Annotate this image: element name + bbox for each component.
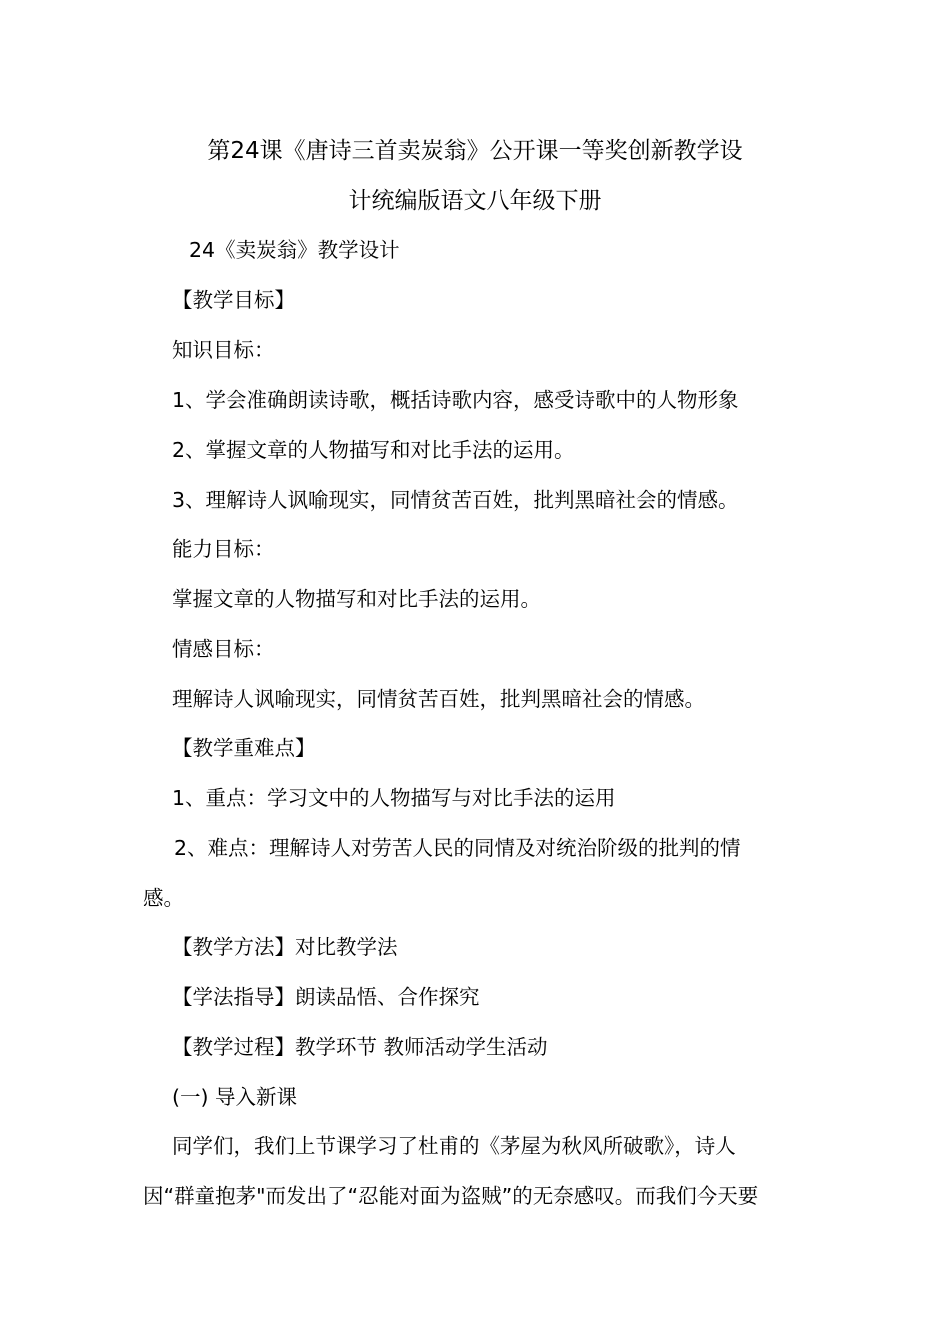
document-subtitle: 24《卖炭翁》教学设计 xyxy=(189,238,400,262)
key-point-2-line-1: 2、难点：理解诗人对劳苦人民的同情及对统治阶级的批判的情 xyxy=(174,836,741,860)
ability-goal-label: 能力目标： xyxy=(172,537,275,561)
emotion-goal-text: 理解诗人讽喻现实，同情贫苦百姓，批判黑暗社会的情感。 xyxy=(172,687,705,711)
knowledge-goal-item: 1、学会准确朗读诗歌，概括诗歌内容，感受诗歌中的人物形象 xyxy=(172,388,739,412)
knowledge-goal-label: 知识目标： xyxy=(172,338,275,362)
knowledge-goal-item: 3、理解诗人讽喻现实，同情贫苦百姓，批判黑暗社会的情感。 xyxy=(172,488,739,512)
emotion-goal-label: 情感目标： xyxy=(172,637,275,661)
intro-heading: (一) 导入新课 xyxy=(172,1085,298,1109)
teaching-process: 【教学过程】教学环节 教师活动学生活动 xyxy=(172,1035,548,1059)
ability-goal-text: 掌握文章的人物描写和对比手法的运用。 xyxy=(172,587,541,611)
key-point-2-line-2: 感。 xyxy=(143,886,184,910)
key-point-1: 1、重点：学习文中的人物描写与对比手法的运用 xyxy=(172,786,616,810)
intro-paragraph-line-2: 因“群童抱茅"而发出了“忍能对面为盗贼”的无奈感叹。而我们今天要 xyxy=(143,1184,759,1208)
intro-paragraph-line-1: 同学们，我们上节课学习了杜甫的《茅屋为秋风所破歌》，诗人 xyxy=(172,1134,736,1158)
knowledge-goal-item: 2、掌握文章的人物描写和对比手法的运用。 xyxy=(172,438,575,462)
key-points-heading: 【教学重难点】 xyxy=(172,736,316,760)
teaching-method: 【教学方法】对比教学法 xyxy=(172,935,398,959)
goals-heading: 【教学目标】 xyxy=(172,288,295,312)
document-title-line-2: 计统编版语文八年级下册 xyxy=(348,188,602,214)
study-guide: 【学法指导】朗读品悟、合作探究 xyxy=(172,985,480,1009)
document-title-line-1: 第24课《唐诗三首卖炭翁》公开课一等奖创新教学设 xyxy=(207,138,743,164)
